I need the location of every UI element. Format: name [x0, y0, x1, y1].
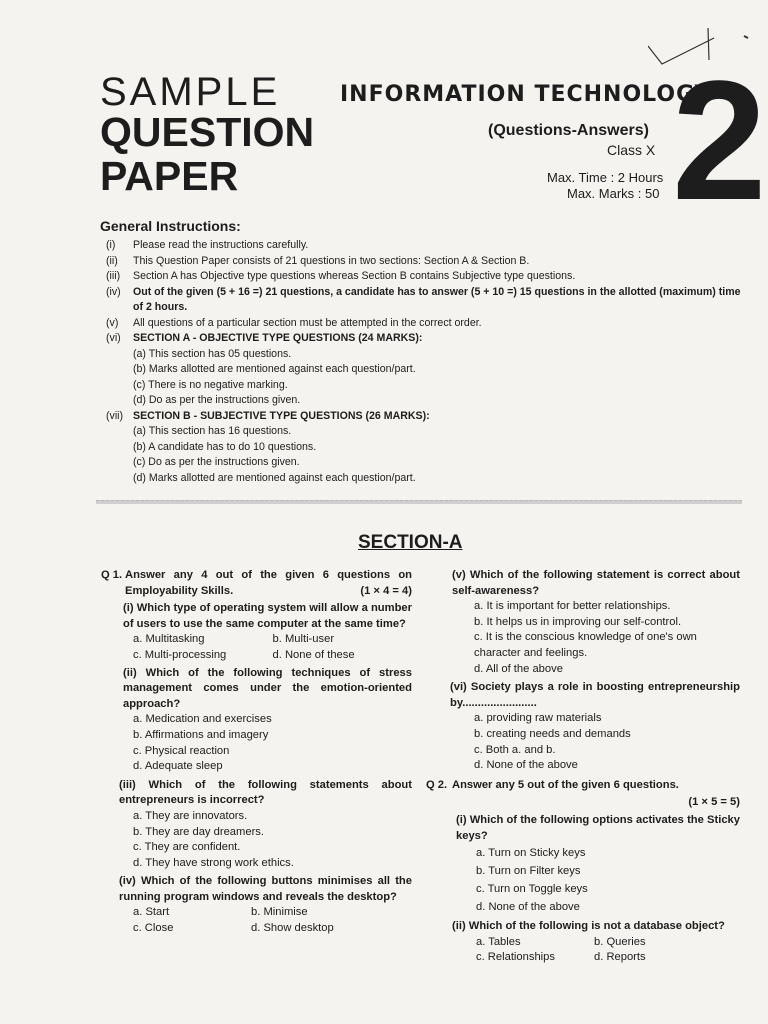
right-column: [426, 568, 740, 966]
option: d. Show desktop: [251, 922, 334, 935]
option: c. It is the conscious knowledge of one's own character and feelings.: [474, 631, 697, 659]
left-column: [101, 568, 412, 937]
option: c. Multi-processing: [133, 648, 227, 661]
subquestion: (iii) Which of the following statements about entrepreneurs is incorrect?: [119, 778, 412, 807]
subquestion: (vi) Society plays a role in boosting entrepreneurship by........................: [450, 681, 740, 709]
instruction-item: (iii) Section A has Objective type questions whereas Section B contains Subjective type questions.: [106, 270, 576, 282]
option: c. Close: [133, 922, 174, 935]
options: [426, 935, 740, 966]
paper-number: 2: [672, 46, 763, 236]
option: c. Both a. and b.: [474, 743, 556, 756]
option: a. Multitasking: [133, 633, 205, 646]
option: a. Medication and exercises: [133, 713, 272, 726]
option: b. creating needs and demands: [474, 727, 631, 740]
option: d. Reports: [594, 951, 646, 964]
qa-subtitle: (Questions-Answers): [488, 122, 649, 139]
instruction-subitem: (a) This section has 05 questions.: [133, 347, 292, 360]
option: a. Start: [133, 906, 170, 919]
instruction-subitem: (c) Do as per the instructions given.: [133, 456, 300, 468]
option: d. None of the above: [476, 901, 580, 914]
divider: [96, 500, 742, 504]
max-time: Max. Time : 2 Hours: [547, 170, 664, 185]
option: d. None of these: [272, 648, 355, 661]
option: a. providing raw materials: [474, 712, 602, 725]
option: d. Adequate sleep: [133, 760, 223, 773]
question-marks: (1 × 5 = 5): [688, 796, 740, 809]
question-1: Q 1. Answer any 4 out of the given 6 questions on Employability Skills.: [101, 569, 412, 597]
option: c. Turn on Toggle keys: [476, 883, 588, 896]
option: c. Relationships: [476, 951, 555, 964]
option: a. Turn on Sticky keys: [476, 847, 586, 860]
option: b. Turn on Filter keys: [476, 865, 581, 878]
option: b. They are day dreamers.: [133, 825, 264, 838]
options: [101, 905, 412, 936]
options: [101, 632, 412, 663]
title-sample: SAMPLE: [100, 70, 281, 114]
title-question: QUESTION: [100, 109, 315, 155]
option: b. Multi-user: [272, 633, 335, 646]
subquestion: (i) Which of the following options activates the Sticky keys?: [456, 813, 740, 842]
subquestion: (ii) Which of the following is not a database object?: [452, 920, 725, 933]
instruction-subitem: (b) Marks allotted are mentioned against each question/part.: [133, 363, 416, 375]
option: a. Tables: [476, 935, 521, 948]
option: c. Physical reaction: [133, 744, 230, 757]
option: b. Affirmations and imagery: [133, 728, 269, 741]
subquestion: (i) Which type of operating system will allow a number of users to use the same computer at the same time?: [123, 602, 412, 630]
instruction-item: (v) All questions of a particular section must be attempted in the correct order.: [106, 316, 482, 329]
instruction-item: (i) Please read the instructions carefully.: [106, 239, 309, 251]
option: d. All of the above: [474, 662, 563, 675]
class-label: Class X: [607, 142, 656, 158]
option: d. None of the above: [474, 759, 578, 772]
option: b. It helps us in improving our self-control.: [474, 615, 682, 628]
instructions-list: [106, 238, 746, 486]
option: b. Queries: [594, 935, 646, 948]
instruction-item: (vi) SECTION A - OBJECTIVE TYPE QUESTIONS (24 MARKS):: [106, 332, 423, 344]
option: a. It is important for better relationships.: [474, 600, 671, 613]
option: a. They are innovators.: [133, 809, 248, 822]
instruction-subitem: (d) Do as per the instructions given.: [133, 394, 301, 406]
max-marks: Max. Marks : 50: [567, 186, 660, 201]
instruction-subitem: (b) A candidate has to do 10 questions.: [133, 440, 317, 453]
option: b. Minimise: [251, 906, 308, 919]
subquestion: (ii) Which of the following techniques of stress management comes under the emotion-oriented approach?: [123, 666, 412, 710]
option: c. They are confident.: [133, 841, 241, 854]
question-marks: (1 × 4 = 4): [360, 584, 412, 597]
instruction-item: (iv) Out of the given (5 + 16 =) 21 questions, a candidate has to answer (5 + 10 =) 15 questions in the allotted (maximum) time of 2 hours.: [106, 285, 741, 313]
instruction-subitem: (a) This section has 16 questions.: [133, 425, 292, 437]
subquestion: (iv) Which of the following buttons minimises all the running program windows and reveals the desktop?: [119, 875, 412, 903]
instructions-title: General Instructions:: [100, 218, 241, 234]
instruction-subitem: (d) Marks allotted are mentioned against each question/part.: [133, 471, 416, 484]
subject-title: INFORMATION TECHNOLOGY: [340, 82, 712, 107]
section-title: SECTION-A: [358, 532, 463, 553]
instruction-item: (ii) This Question Paper consists of 21 questions in two sections: Section A & Section B.: [106, 254, 530, 267]
question-2: Q 2. Answer any 5 out of the given 6 questions.: [426, 778, 679, 791]
option: d. They have strong work ethics.: [133, 856, 294, 869]
instruction-item: (vii) SECTION B - SUBJECTIVE TYPE QUESTIONS (26 MARKS):: [106, 409, 430, 422]
instruction-subitem: (c) There is no negative marking.: [133, 378, 288, 391]
title-paper: PAPER: [100, 153, 239, 199]
subquestion: (v) Which of the following statement is correct about self-awareness?: [452, 569, 740, 597]
